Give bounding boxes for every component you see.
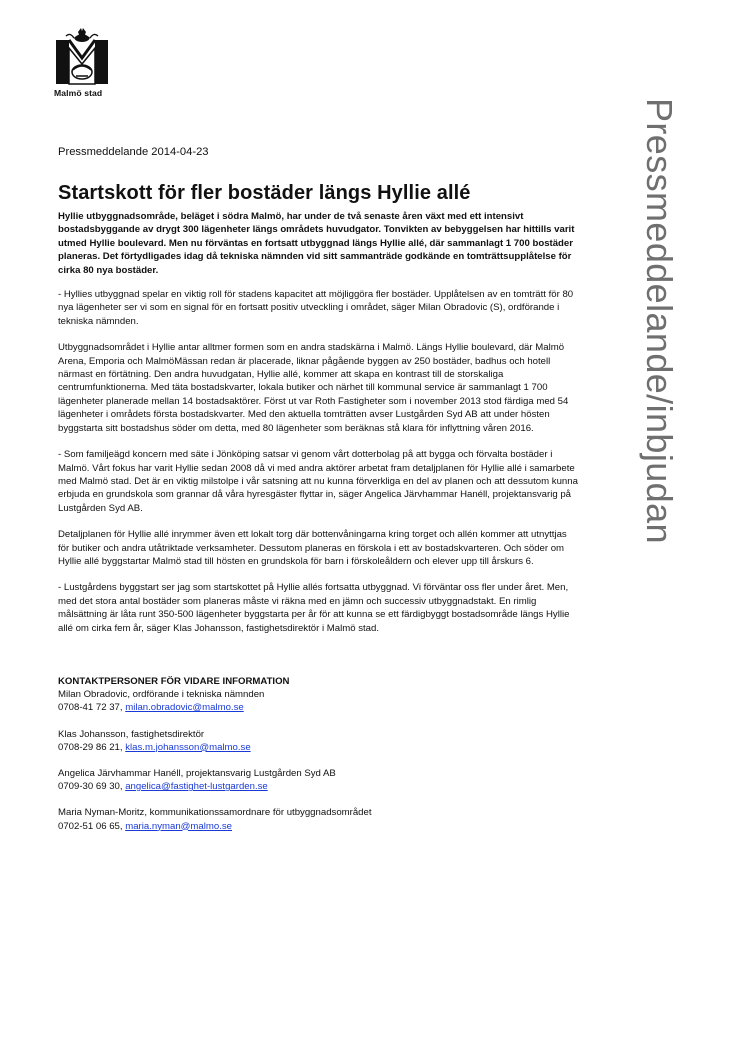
- body-paragraph: Utbyggnadsområdet i Hyllie antar alltmer formen som en andra stadskärna i Malmö. Längs Hyllie boulevard, där Malmö Arena, Emporia och MalmöMässan redan är placerade, liknar pågående byggen av 250 bostäder, badhus och hotell närmast en förtätning. Den andra huvudgatan, Hyllie allé, kommer att skapa en kontrast till de storskaliga centrumfunktionerna. Med täta bostadskvarter, lokala butiker och närhet till kommunal service är sammanlagt 1 700 lägenheter planerade mellan 14 bostadsaktörer. Först ut var Roth Fastigheter som i november 2013 stod färdiga med 54 lägenheter i områdets första bostadskvarter. Med den aktuella tomträtten avser Lustgården Syd AB att under hösten byggstarta sitt bostadshus söder om detta, med 80 lägenheter som beräknas stå klara för inflyttning våren 2016.: [58, 342, 569, 434]
- body-paragraph: - Lustgårdens byggstart ser jag som startskottet på Hyllie allés fortsatta utbyggnad. Vi förväntar oss fler under året. Men, med det stora antal bostäder som planeras måste vi räkna med en jämn och successiv utbyggnadstakt. En rimlig målsättning är låta runt 350-500 lägenheter byggstarta per år för att kunna se ett färdigbyggt bostadsområde längs Hyllie allé om cirka fem år, säger Klas Johansson, fastighetsdirektör i Malmö stad.: [58, 582, 570, 634]
- contacts-section: [58, 675, 580, 833]
- contact-email-link[interactable]: klas.m.johansson@malmo.se: [125, 741, 251, 753]
- contact-name: Milan Obradovic, ordförande i tekniska nämnden: [58, 689, 265, 701]
- contact-item: [58, 688, 580, 714]
- malmo-coat-of-arms-icon: [54, 28, 110, 86]
- contact-line: [58, 780, 580, 793]
- contact-email-link[interactable]: angelica@fastighet-lustgarden.se: [125, 781, 268, 793]
- side-label-text: Pressmeddelande/inbjudan: [639, 98, 680, 544]
- contact-item: [58, 728, 580, 754]
- contact-name: Klas Johansson, fastighetsdirektör: [58, 728, 205, 740]
- contact-name: Angelica Järvhammar Hanéll, projektansvarig Lustgården Syd AB: [58, 767, 336, 779]
- contact-phone: 0708-29 86 21,: [58, 741, 126, 753]
- date-line: Pressmeddelande 2014-04-23: [58, 146, 209, 158]
- contact-name: Maria Nyman-Moritz, kommunikationssamordnare för utbyggnadsområdet: [58, 807, 372, 819]
- contact-phone: 0708-41 72 37,: [58, 702, 126, 714]
- contact-phone: 0702-51 06 65,: [58, 820, 126, 832]
- body-paragraph: - Som familjeägd koncern med säte i Jönköping satsar vi genom vårt dotterbolag på att bygga och förvalta bostäder i Malmö. Vårt fokus har varit Hyllie sedan 2008 då vi med andra aktörer arbetat fram detaljplanen för Hyllie allé i samarbete med Malmö stad. Det är en viktig milstolpe i vår satsning att nu kunna förverkliga en del av planen och att dessutom kunna erbjuda en grundskola som grannar då våra hyresgäster flyttar in, säger Angelica Järvhammar Hanéll, projektansvarig på Lustgården Syd AB.: [58, 449, 578, 514]
- side-label: [640, 98, 680, 738]
- lead-paragraph: Hyllie utbyggnadsområde, beläget i södra Malmö, har under de två senaste åren växt med ett intensivt bostadsbyggande av drygt 300 lägenheter längs områdets huvudgator. Tonvikten av bebyggelsen har hittills varit utmed Hyllie boulevard. Men nu förväntas en fortsatt utbyggnad längs Hyllie allé, där sammanlagt 1 700 bostäder planeras. Det förtydligades idag då tekniska nämnden vid sitt sammanträde godkände en tomträttsupplåtelse för cirka 80 nya bostäder.: [58, 211, 575, 276]
- contact-line: [58, 820, 580, 833]
- contact-email-link[interactable]: milan.obradovic@malmo.se: [125, 702, 244, 714]
- body-paragraph: - Hyllies utbyggnad spelar en viktig roll för stadens kapacitet att möjliggöra fler bostäder. Upplåtelsen av en tomträtt för 80 nya lägenheter ser vi som en signal för en fortsatt positiv utveckling i området, säger Milan Obradovic (S), ordförande i tekniska nämnden.: [58, 289, 574, 327]
- contact-line: [58, 741, 580, 754]
- logo-text: Malmö stad: [54, 88, 103, 98]
- body-paragraph: Detaljplanen för Hyllie allé inrymmer även ett lokalt torg där bottenvåningarna kring torget och allén kommer att utnyttjas för butiker och andra utåtriktade verksamheter. Dessutom planeras en förskola i ett av bostadskvarteren. Och söder om Hyllie allé byggstartar Malmö stad till hösten en grundskola för barn i förskoleåldern och elever upp till årskurs 6.: [58, 529, 567, 567]
- contact-line: [58, 701, 580, 714]
- contact-item: [58, 806, 580, 832]
- contacts-heading: KONTAKTPERSONER FÖR VIDARE INFORMATION: [58, 675, 290, 687]
- contact-phone: 0709-30 69 30,: [58, 781, 126, 793]
- malmo-stad-logo: [54, 28, 118, 98]
- page-title: Startskott för fler bostäder längs Hyllie allé: [58, 182, 471, 204]
- contact-item: [58, 767, 580, 793]
- press-release: [58, 146, 580, 846]
- contact-email-link[interactable]: maria.nyman@malmo.se: [125, 820, 232, 832]
